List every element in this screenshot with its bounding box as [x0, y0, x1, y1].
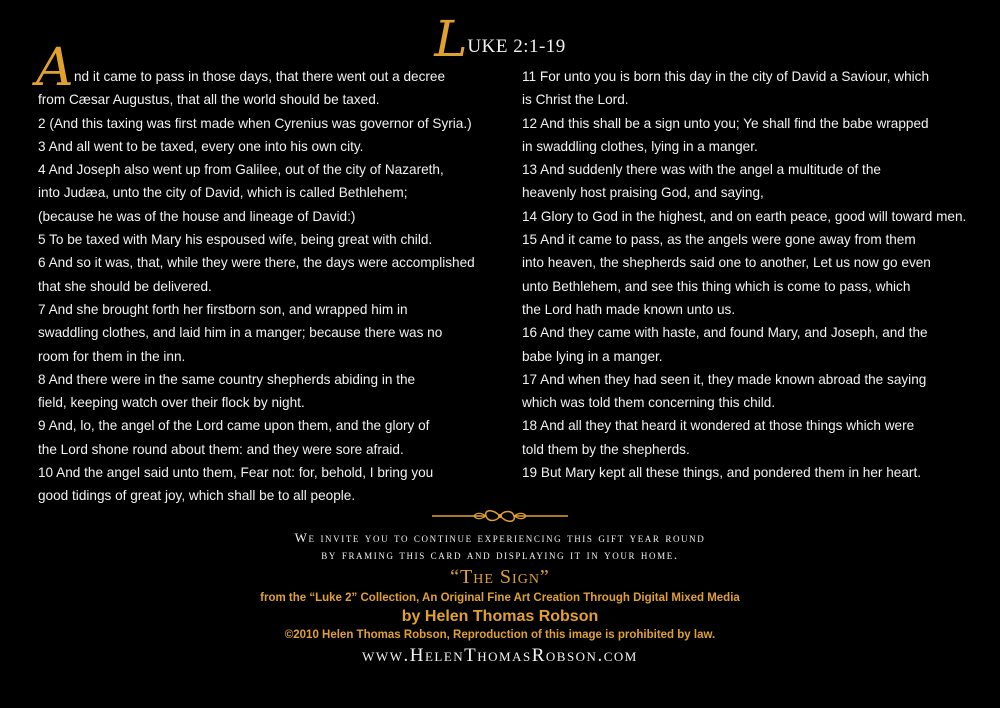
verse-line: 6 And so it was, that, while they were there, the days were accomplished — [38, 255, 475, 271]
invite-text-2: by framing this card and displaying it in your home. — [321, 547, 679, 562]
verses-right-column — [522, 65, 992, 484]
verse-line: 5 To be taxed with Mary his espoused wife, being great with child. — [38, 232, 433, 248]
invite-line-1 — [0, 530, 1000, 546]
artwork-title-text: “The Sign” — [450, 566, 550, 588]
verse-line: 16 And they came with haste, and found Mary, and Joseph, and the — [522, 325, 928, 341]
title-rest: UKE 2:1-19 — [467, 36, 566, 57]
page-title — [0, 10, 1000, 68]
verse-line: in swaddling clothes, lying in a manger. — [522, 138, 758, 154]
verse-line: the Lord hath made known unto us. — [522, 301, 736, 317]
verse-line: 18 And all they that heard it wondered at those things which were — [522, 418, 915, 434]
copyright-notice: ©2010 Helen Thomas Robson, Reproduction of this image is prohibited by law. — [284, 629, 716, 641]
collection-credit: from the “Luke 2” Collection, An Original Fine Art Creation Through Digital Mixed Media — [260, 592, 740, 604]
verse-line: into heaven, the shepherds said one to another, Let us now go even — [522, 255, 931, 271]
verse-line: is Christ the Lord. — [522, 92, 629, 108]
verse-line: swaddling clothes, and laid him in a manger; because there was no — [38, 325, 443, 341]
invite-text-1: We invite you to continue experiencing this gift year round — [294, 530, 706, 545]
website-text: www.HelenThomasRobson.com — [362, 645, 638, 666]
verse-line: nd it came to pass in those days, that there went out a decree — [74, 69, 446, 84]
verse-line: room for them in the inn. — [38, 348, 186, 364]
verse-line: 3 And all went to be taxed, every one into his own city. — [38, 138, 364, 154]
verse-line: told them by the shepherds. — [522, 441, 690, 457]
artist-credit: by Helen Thomas Robson — [401, 608, 599, 625]
verses-left-column — [36, 38, 508, 508]
verse-line: babe lying in a manger. — [522, 348, 663, 364]
verse-line: 7 And she brought forth her firstborn son, and wrapped him in — [38, 301, 408, 317]
title-drop-letter: L — [434, 10, 468, 68]
verse-line: 15 And it came to pass, as the angels were gone away from them — [522, 232, 916, 248]
verse-line: which was told them concerning this child. — [522, 395, 776, 411]
verse-line: 17 And when they had seen it, they made known abroad the saying — [522, 371, 927, 387]
verse-line: field, keeping watch over their flock by night. — [38, 395, 305, 411]
verse-line: 12 And this shall be a sign unto you; Ye shall find the babe wrapped — [522, 115, 929, 131]
verse-line: from Cæsar Augustus, that all the world should be taxed. — [38, 92, 380, 108]
verse-line: into Judæa, unto the city of David, which is called Bethlehem; — [38, 185, 408, 201]
verse-line: 2 (And this taxing was first made when Cyrenius was governor of Syria.) — [38, 115, 472, 131]
verse-line: unto Bethlehem, and see this thing which is come to pass, which — [522, 278, 911, 294]
verse-line: 19 But Mary kept all these things, and pondered them in her heart. — [522, 465, 921, 481]
website-url — [0, 645, 1000, 667]
verse-line: heavenly host praising God, and saying, — [522, 185, 764, 201]
invite-line-2 — [0, 547, 1000, 563]
verse-line: (because he was of the house and lineage of David:) — [38, 208, 356, 224]
verse-first-line — [36, 38, 508, 98]
flourish-divider-icon — [430, 506, 570, 526]
verse-line: that she should be delivered. — [38, 278, 212, 294]
verse-line: 9 And, lo, the angel of the Lord came upon them, and the glory of — [38, 418, 430, 434]
artwork-title — [0, 566, 1000, 589]
verse-line: 8 And there were in the same country shepherds abiding in the — [38, 371, 416, 387]
verse-line: the Lord shone round about them: and they were sore afraid. — [38, 441, 404, 457]
verse-line: 4 And Joseph also went up from Galilee, out of the city of Nazareth, — [38, 162, 444, 178]
verse-line: good tidings of great joy, which shall be to all people. — [38, 488, 356, 504]
verse-line: 13 And suddenly there was with the angel a multitude of the — [522, 162, 881, 178]
verse-line: 10 And the angel said unto them, Fear not: for, behold, I bring you — [38, 465, 434, 481]
verse-line: 11 For unto you is born this day in the city of David a Saviour, which — [522, 69, 930, 84]
drop-cap-letter: A — [36, 38, 74, 98]
verse-line: 14 Glory to God in the highest, and on earth peace, good will toward men. — [522, 208, 967, 224]
